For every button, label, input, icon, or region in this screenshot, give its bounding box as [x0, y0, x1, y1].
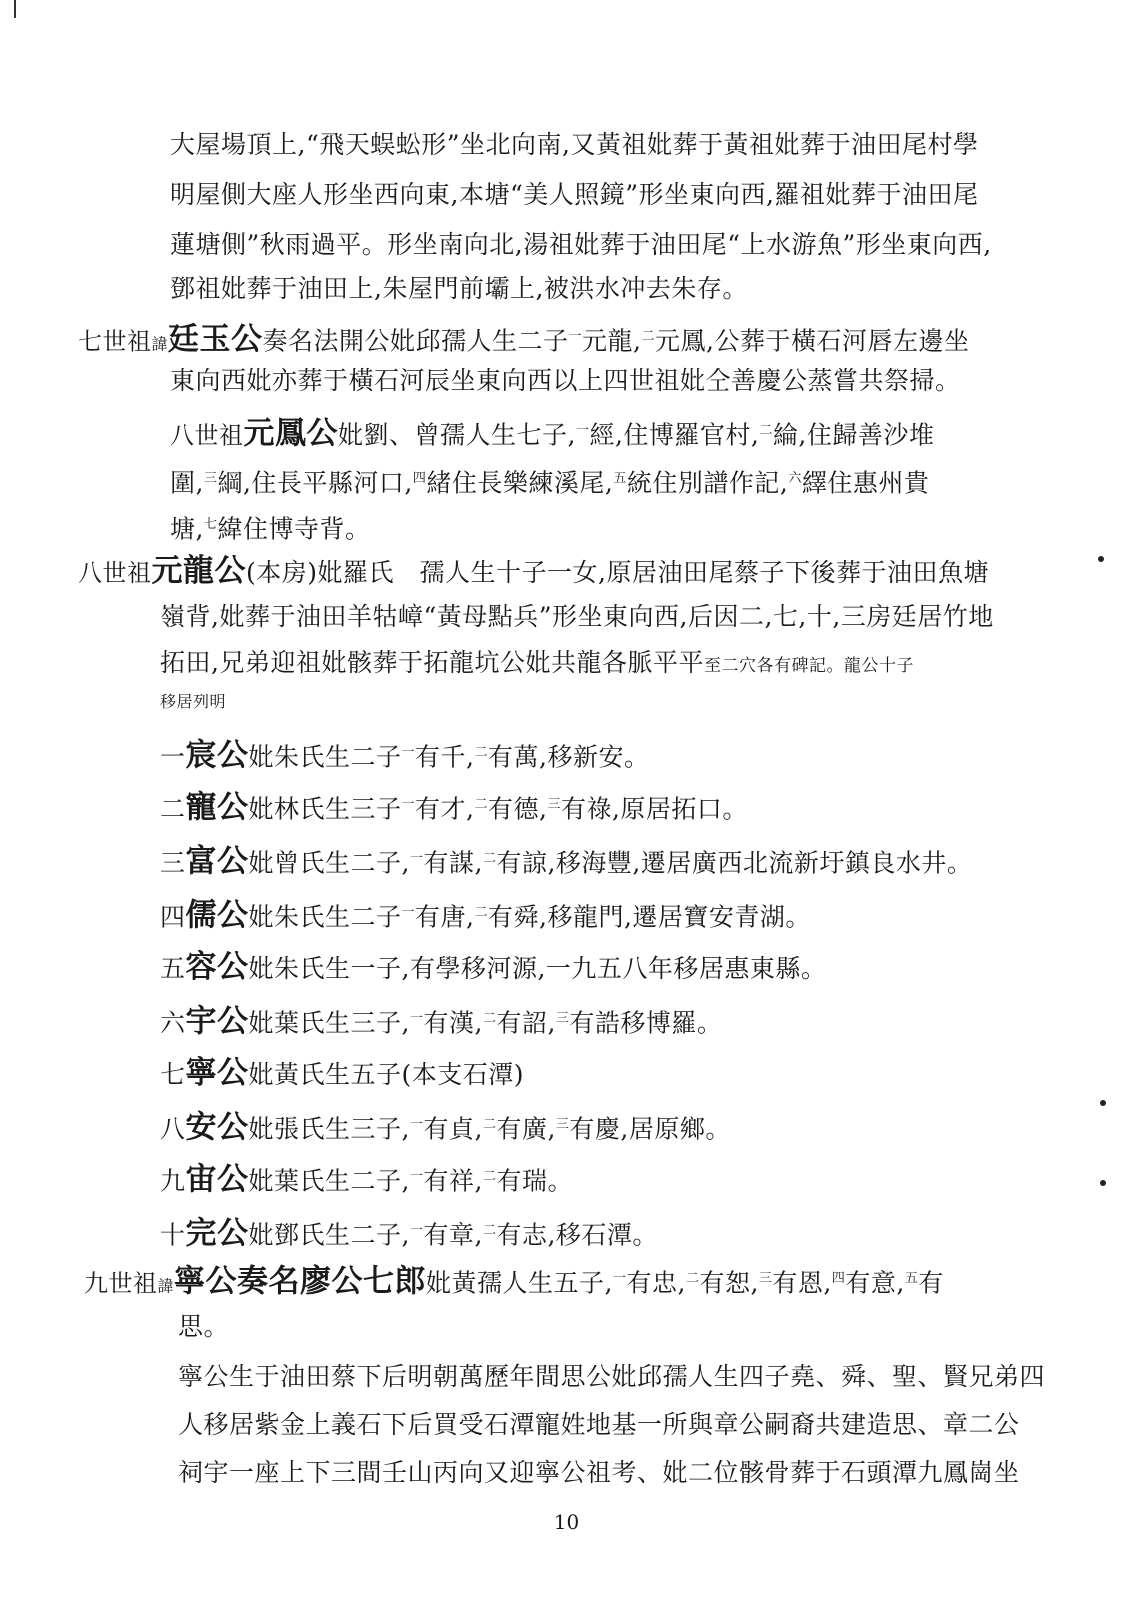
ordinal-mark: 三 — [758, 1271, 773, 1286]
entry-text: 塘, — [170, 514, 204, 544]
ordinal-mark: 二 — [482, 1223, 497, 1238]
line-text: 拓田,兄弟迎祖妣骸葬于拓龍坑公妣共龍各脈平平 — [160, 648, 704, 677]
son-name: 宸公 — [185, 737, 249, 774]
entry-text: 有貞, — [423, 1114, 483, 1144]
entry-text: 有章, — [423, 1220, 483, 1250]
son-name: 寧公 — [185, 1055, 249, 1091]
ordinal-mark: 四 — [831, 1271, 846, 1286]
entry-text: 有詔, — [496, 1008, 556, 1038]
text-line — [160, 600, 994, 634]
ordinal-mark: 二 — [759, 423, 773, 438]
ordinal-mark: 一 — [409, 851, 424, 866]
entry-text: 思。 — [178, 1312, 230, 1341]
ordinal-mark: 一 — [612, 1271, 627, 1286]
son-name: 寵公 — [185, 789, 249, 826]
son-entry — [160, 736, 649, 774]
line-text: 明屋側大座人形坐西向東,本塘“美人照鏡”形坐東向西,羅祖妣葬于油田尾 — [170, 180, 979, 209]
inline-annotation: 至二穴各有碑記。龍公十子 — [703, 656, 914, 676]
entry-text: 元龍, — [582, 326, 642, 356]
entry-text: 有祿,原居拓口。 — [560, 794, 748, 824]
son-number: 九 — [160, 1166, 186, 1196]
entry-text: 元鳳,公葬于橫石河唇左邊坐 — [655, 326, 970, 356]
text-line — [170, 228, 992, 262]
son-number: 五 — [160, 954, 186, 983]
text-line — [160, 690, 226, 714]
ordinal-mark: 二 — [482, 851, 497, 866]
entry-text: 有 — [918, 1268, 944, 1298]
son-number: 八 — [160, 1114, 186, 1144]
generation-label: 八世祖 — [78, 559, 152, 587]
son-entry — [160, 1108, 731, 1146]
taboo-name-mark: 諱 — [157, 1276, 175, 1296]
ordinal-mark: 二 — [685, 1271, 700, 1286]
ordinal-mark: 一 — [568, 329, 583, 344]
entry-text: 妣劉、曾孺人生七子, — [338, 420, 576, 450]
son-entry — [160, 1160, 573, 1198]
son-number: 二 — [160, 794, 186, 824]
entry-text: 綱,住長平縣河口, — [217, 468, 413, 498]
line-text: 寧公生于油田蔡下后明朝萬歷年間思公妣邱孺人生四子堯、舜、聖、賢兄弟四 — [178, 1362, 1046, 1391]
entry-text: 妣林氏生三子 — [248, 794, 402, 824]
entry-text: 經,住博羅官村, — [589, 420, 760, 450]
scan-edge-mark — [14, 0, 16, 18]
ordinal-mark: 二 — [474, 797, 489, 812]
son-number: 六 — [160, 1008, 186, 1038]
line-text: 大屋場頂上,“飛天蜈蚣形”坐北向南,又黃祖妣葬于黃祖妣葬于油田尾村學 — [170, 130, 979, 159]
page-number: 10 — [553, 1510, 580, 1534]
son-name: 儒公 — [185, 897, 249, 934]
entry-text: 妣朱氏生二子 — [248, 902, 402, 932]
ordinal-mark: 三 — [555, 1117, 570, 1132]
entry-heading-9th — [84, 1262, 944, 1303]
text-line — [178, 1456, 1020, 1490]
son-number: 七 — [160, 1060, 186, 1089]
son-entry — [160, 1214, 658, 1252]
son-number: 四 — [160, 902, 186, 932]
ordinal-mark: 一 — [401, 745, 416, 760]
ordinal-mark: 二 — [641, 329, 656, 344]
ordinal-mark: 一 — [409, 1223, 424, 1238]
line-text: 嶺背,妣葬于油田羊牯嶂“黃母點兵”形坐東向西,后因二,七,十,三房廷居竹地 — [160, 602, 994, 631]
scan-speck — [1100, 1100, 1106, 1106]
ancestor-name: 寧公奏名廖公七郎 — [174, 1263, 427, 1300]
son-entry — [160, 1056, 524, 1092]
entry-text: 統住別譜作記, — [626, 468, 789, 498]
line-text: 人移居紫金上義石下后買受石潭寵姓地基一所與章公嗣裔共建造思、章二公 — [178, 1410, 1020, 1439]
entry-text: 有恩, — [772, 1268, 832, 1298]
entry-text: 妣朱氏生二子 — [248, 742, 402, 772]
son-entry — [160, 896, 811, 934]
son-name: 宇公 — [185, 1003, 249, 1040]
son-entry — [160, 950, 826, 986]
entry-text: 有唐, — [415, 902, 475, 932]
ordinal-mark: 四 — [412, 471, 427, 486]
entry-text: 有廣, — [496, 1114, 556, 1144]
entry-text: 有志,移石潭。 — [496, 1220, 658, 1250]
ordinal-mark: 二 — [474, 745, 489, 760]
entry-text: (本房)妣羅氏 孺人生十子一女,原居油田尾蔡子下後葬于油田魚塘 — [246, 558, 989, 587]
ordinal-mark: 二 — [482, 1169, 497, 1184]
entry-text: 緯住博寺背。 — [217, 514, 371, 544]
entry-text: 有千, — [415, 742, 475, 772]
ancestor-name: 元龍公 — [151, 553, 246, 589]
son-name: 安公 — [185, 1109, 249, 1146]
entry-heading-7th — [78, 320, 969, 361]
ordinal-mark: 一 — [409, 1169, 424, 1184]
son-entry — [160, 788, 748, 826]
entry-text: 有萬,移新安。 — [488, 742, 650, 772]
son-entry — [160, 842, 972, 880]
entry-text: 有諒,移海豐,遷居廣西北流新圩鎮良水井。 — [496, 848, 973, 878]
ordinal-mark: 一 — [401, 905, 416, 920]
ordinal-mark: 三 — [555, 1011, 570, 1026]
entry-heading-8th-feng — [170, 414, 934, 452]
ordinal-mark: 五 — [904, 1271, 919, 1286]
son-number: 十 — [160, 1220, 186, 1250]
taboo-name-mark: 諱 — [151, 334, 169, 354]
entry-text: 妣葉氏生二子, — [248, 1166, 410, 1196]
ordinal-mark: 七 — [203, 517, 218, 532]
ordinal-mark: 三 — [203, 471, 218, 486]
line-text: 蓮塘側”秋雨過平。形坐南向北,湯祖妣葬于油田尾“上水游魚”形坐東向西, — [170, 230, 992, 259]
entry-text: 有才, — [415, 794, 475, 824]
son-entry — [160, 1002, 722, 1040]
ordinal-mark: 二 — [482, 1011, 497, 1026]
entry-text: 有德, — [488, 794, 548, 824]
entry-heading-8th-long — [78, 554, 989, 590]
entry-text: 有漢, — [423, 1008, 483, 1038]
ordinal-mark: 二 — [474, 905, 489, 920]
entry-text: 妣葉氏生三子, — [248, 1008, 410, 1038]
ordinal-mark: 一 — [575, 423, 590, 438]
text-line — [160, 646, 914, 683]
scan-speck — [1100, 1180, 1106, 1186]
entry-text: 妣張氏生三子, — [248, 1114, 410, 1144]
entry-text: 繹住惠州貴 — [801, 468, 930, 498]
text-line — [178, 1408, 1020, 1442]
text-line — [170, 178, 978, 212]
text-line — [170, 462, 929, 500]
text-line — [178, 1360, 1045, 1394]
text-line — [170, 272, 748, 306]
ordinal-mark: 五 — [613, 471, 627, 486]
entry-text: 妣黃孺人生五子, — [426, 1268, 613, 1298]
text-line — [170, 128, 978, 162]
entry-text: 奏名法開公妣邱孺人生二子 — [262, 326, 569, 356]
ancestor-name: 廷玉公 — [168, 321, 263, 358]
text-line — [178, 1310, 229, 1344]
generation-label: 九世祖 — [84, 1269, 158, 1298]
entry-text: 有舜,移龍門,遷居寶安青湖。 — [488, 902, 811, 932]
text-line — [170, 364, 961, 398]
ancestor-name: 元鳳公 — [243, 415, 338, 452]
son-name: 容公 — [185, 949, 249, 985]
entry-text: 有忠, — [626, 1268, 686, 1298]
son-number: 三 — [160, 848, 186, 878]
entry-text: 妣曾氏生二子, — [248, 848, 410, 878]
text-line — [170, 508, 370, 546]
line-text: 移居列明 — [160, 692, 227, 711]
entry-text: 有祥, — [423, 1166, 483, 1196]
ordinal-mark: 一 — [409, 1011, 424, 1026]
entry-text: 綸,住歸善沙堆 — [772, 420, 935, 450]
son-name: 富公 — [185, 843, 249, 880]
son-name: 宙公 — [185, 1161, 249, 1198]
entry-text: 圍, — [170, 468, 204, 498]
son-name: 完公 — [185, 1215, 249, 1252]
entry-text: 有瑞。 — [496, 1166, 573, 1196]
entry-text: 妣黃氏生五子(本支石潭) — [248, 1060, 525, 1089]
ordinal-mark: 六 — [788, 471, 802, 486]
ordinal-mark: 二 — [482, 1117, 497, 1132]
entry-text: 有恕, — [699, 1268, 759, 1298]
entry-text: 妣朱氏生一子,有學移河源,一九五八年移居惠東縣。 — [248, 954, 827, 983]
generation-label: 八世祖 — [170, 421, 244, 450]
entry-text: 有誥移博羅。 — [569, 1008, 723, 1038]
entry-text: 妣鄧氏生二子, — [248, 1220, 410, 1250]
line-text: 東向西妣亦葬于橫石河辰坐東向西以上四世祖妣仝善慶公蒸嘗共祭掃。 — [170, 366, 961, 395]
entry-text: 有意, — [845, 1268, 905, 1298]
ordinal-mark: 一 — [409, 1117, 424, 1132]
ordinal-mark: 三 — [547, 797, 561, 812]
ordinal-mark: 一 — [401, 797, 416, 812]
entry-text: 緒住長樂練溪尾, — [426, 468, 614, 498]
line-text: 鄧祖妣葬于油田上,朱屋門前壩上,被洪水冲去朱存。 — [170, 274, 748, 303]
line-text: 祠宇一座上下三間壬山丙向又迎寧公祖考、妣二位骸骨葬于石頭潭九鳳崗坐 — [178, 1458, 1020, 1487]
scan-speck — [1098, 556, 1104, 562]
entry-text: 有慶,居原鄉。 — [569, 1114, 731, 1144]
son-number: 一 — [160, 742, 186, 772]
entry-text: 有謀, — [423, 848, 483, 878]
generation-label: 七世祖 — [78, 327, 152, 356]
